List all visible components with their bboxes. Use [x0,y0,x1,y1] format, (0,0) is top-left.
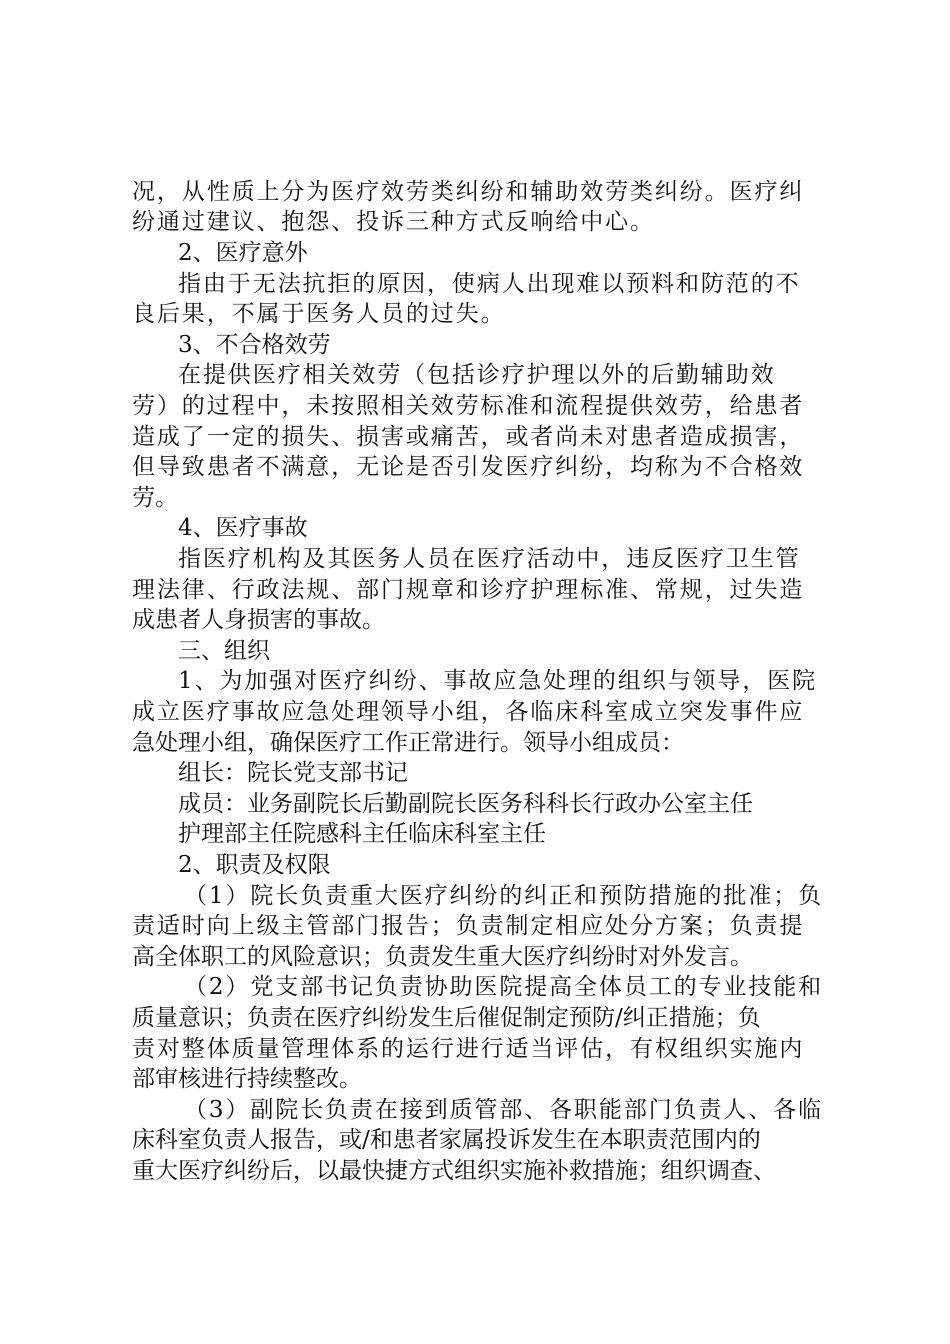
text-line: 纷通过建议、抱怨、投诉三种方式反响给中心。 [132,209,655,235]
text-line: 急处理小组，确保医疗工作正常进行。领导小组成员： [132,730,684,756]
text-line: （1）院长负责重大医疗纠纷的纠正和预防措施的批准；负 [184,883,824,909]
text-line: 但导致患者不满意，无论是否引发医疗纠纷，均称为不合格效 [132,454,805,480]
text-line: 指医疗机构及其医务人员在医疗活动中，违反医疗卫生管 [178,546,801,572]
text-line: 成员：业务副院长后勤副院长医务科科长行政办公室主任 [178,791,753,817]
text-line: 指由于无法抗拒的原因，使病人出现难以预料和防范的不 [178,271,801,297]
text-line: 理法律、行政法规、部门规章和诊疗护理标准、常规，过失造 [132,577,805,603]
heading-line: 2、医疗意外 [178,240,308,266]
heading-line: 2、职责及权限 [178,852,331,878]
text-line: 高全体职工的风险意识；负责发生重大医疗纠纷时对外发言。 [132,944,753,970]
text-line: 部审核进行持续整改。 [132,1066,362,1092]
text-line: 床科室负责人报告，或/和患者家属投诉发生在本职责范围内的 [132,1127,761,1153]
text-line: 良后果，不属于医务人员的过失。 [132,301,506,327]
text-line: （2）党支部书记负责协助医院提高全体员工的专业技能和 [184,974,824,1000]
section-heading: 三、组织 [178,638,270,664]
text-line: 重大医疗纠纷后，以最快捷方式组织实施补救措施；组织调查、 [132,1158,776,1184]
text-line: 在提供医疗相关效劳（包括诊疗护理以外的后勤辅助效 [178,362,776,388]
heading-line: 3、不合格效劳 [178,332,331,358]
text-line: 造成了一定的损失、损害或痛苦，或者尚未对患者造成损害， [132,424,805,450]
text-line: 责适时向上级主管部门报告；负责制定相应处分方案；负责提 [132,913,805,939]
text-line: 成立医疗事故应急处理领导小组，各临床科室成立突发事件应 [132,699,805,725]
text-line: 组长：院长党支部书记 [178,760,408,786]
text-line: （3）副院长负责在接到质管部、各职能部门负责人、各临 [184,1097,824,1123]
text-line: 护理部主任院感科主任临床科室主任 [178,821,546,847]
text-line: 劳。 [132,485,178,511]
text-line: 况，从性质上分为医疗效劳类纠纷和辅助效劳类纠纷。医疗纠 [132,179,805,205]
text-line: 劳）的过程中，未按照相关效劳标准和流程提供效劳，给患者 [132,393,805,419]
text-line: 责对整体质量管理体系的运行进行适当评估，有权组织实施内 [132,1036,805,1062]
text-line: 成患者人身损害的事故。 [132,607,385,633]
text-line: 质量意识；负责在医疗纠纷发生后催促制定预防/纠正措施；负 [132,1005,761,1031]
text-line: 1、为加强对医疗纠纷、事故应急处理的组织与领导，医院 [178,668,818,694]
heading-line: 4、医疗事故 [178,515,308,541]
